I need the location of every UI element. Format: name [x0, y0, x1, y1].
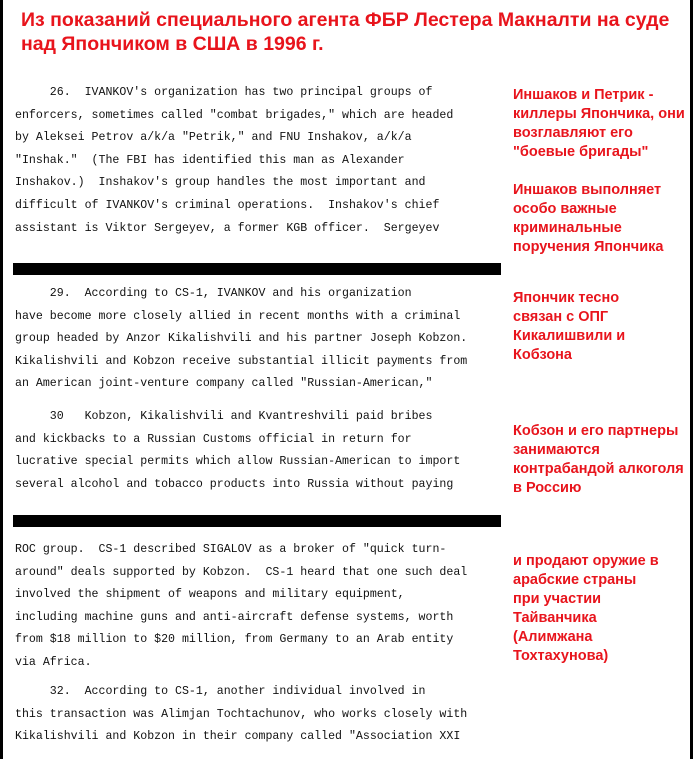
redaction-bar [13, 263, 501, 275]
document-paragraph-31: ROC group. CS-1 described SIGALOV as a broker of "quick turn- around" deals supported by Kobzon. CS-1 heard that one such deal involved the shipment of weapons and military equipment, including machine guns and anti-aircraft defense systems, worth from $18 million to $20 million, from Germany to an Arab entity via Africa. [15, 543, 468, 669]
annotation-note: и продают оружие в арабские страны при участии Тайванчика (Алимжана Тохтахунова) [513, 553, 659, 664]
annotation-note: Кобзон и его партнеры занимаются контрабандой алкоголя в Россию [513, 423, 684, 496]
annotation-note: Япончик тесно связан с ОПГ Кикалишвили и Кобзона [513, 290, 626, 363]
redaction-bar [13, 515, 501, 527]
document-paragraph-30: 30 Kobzon, Kikalishvili and Kvantreshvili paid bribes and kickbacks to a Russian Customs official in return for lucrative special permits which allow Russian-American to import several alcohol and tobacco products into Russia without paying [15, 410, 461, 491]
document-paragraph-32: 32. According to CS-1, another individual involved in this transaction was Alimjan Tochtachunov, who works closely with Kikalishvili and Kobzon in their company called "Association XXI [15, 685, 468, 744]
annotation-note: Иншаков и Петрик - киллеры Япончика, они возглавляют его "боевые бригады" [513, 87, 685, 160]
document-paragraph-26: 26. IVANKOV's organization has two principal groups of enforcers, sometimes called "combat brigades," which are headed by Aleksei Petrov a/k/a "Petrik," and FNU Inshakov, a/k/a "Inshak." (The FBI has identified this man as Alexander Inshakov.) Inshakov's group handles the most important and difficult of IVANKOV's criminal operations. Inshakov's chief assistant is Viktor Sergeyev, a former KGB officer. Sergeyev [15, 86, 454, 235]
annotation-note: Иншаков выполняет особо важные криминальные поручения Япончика [513, 182, 664, 255]
page-title: Из показаний специального агента ФБР Лестера Макналти на суде над Япончиком в США в 1996 г. [21, 9, 670, 55]
document-paragraph-29: 29. According to CS-1, IVANKOV and his organization have become more closely allied in recent months with a criminal group headed by Anzor Kikalishvili and his partner Joseph Kobzon. Kikalishvili and Kobzon receive substantial illicit payments from an American joint-venture company called "Russian-American," [15, 287, 468, 391]
